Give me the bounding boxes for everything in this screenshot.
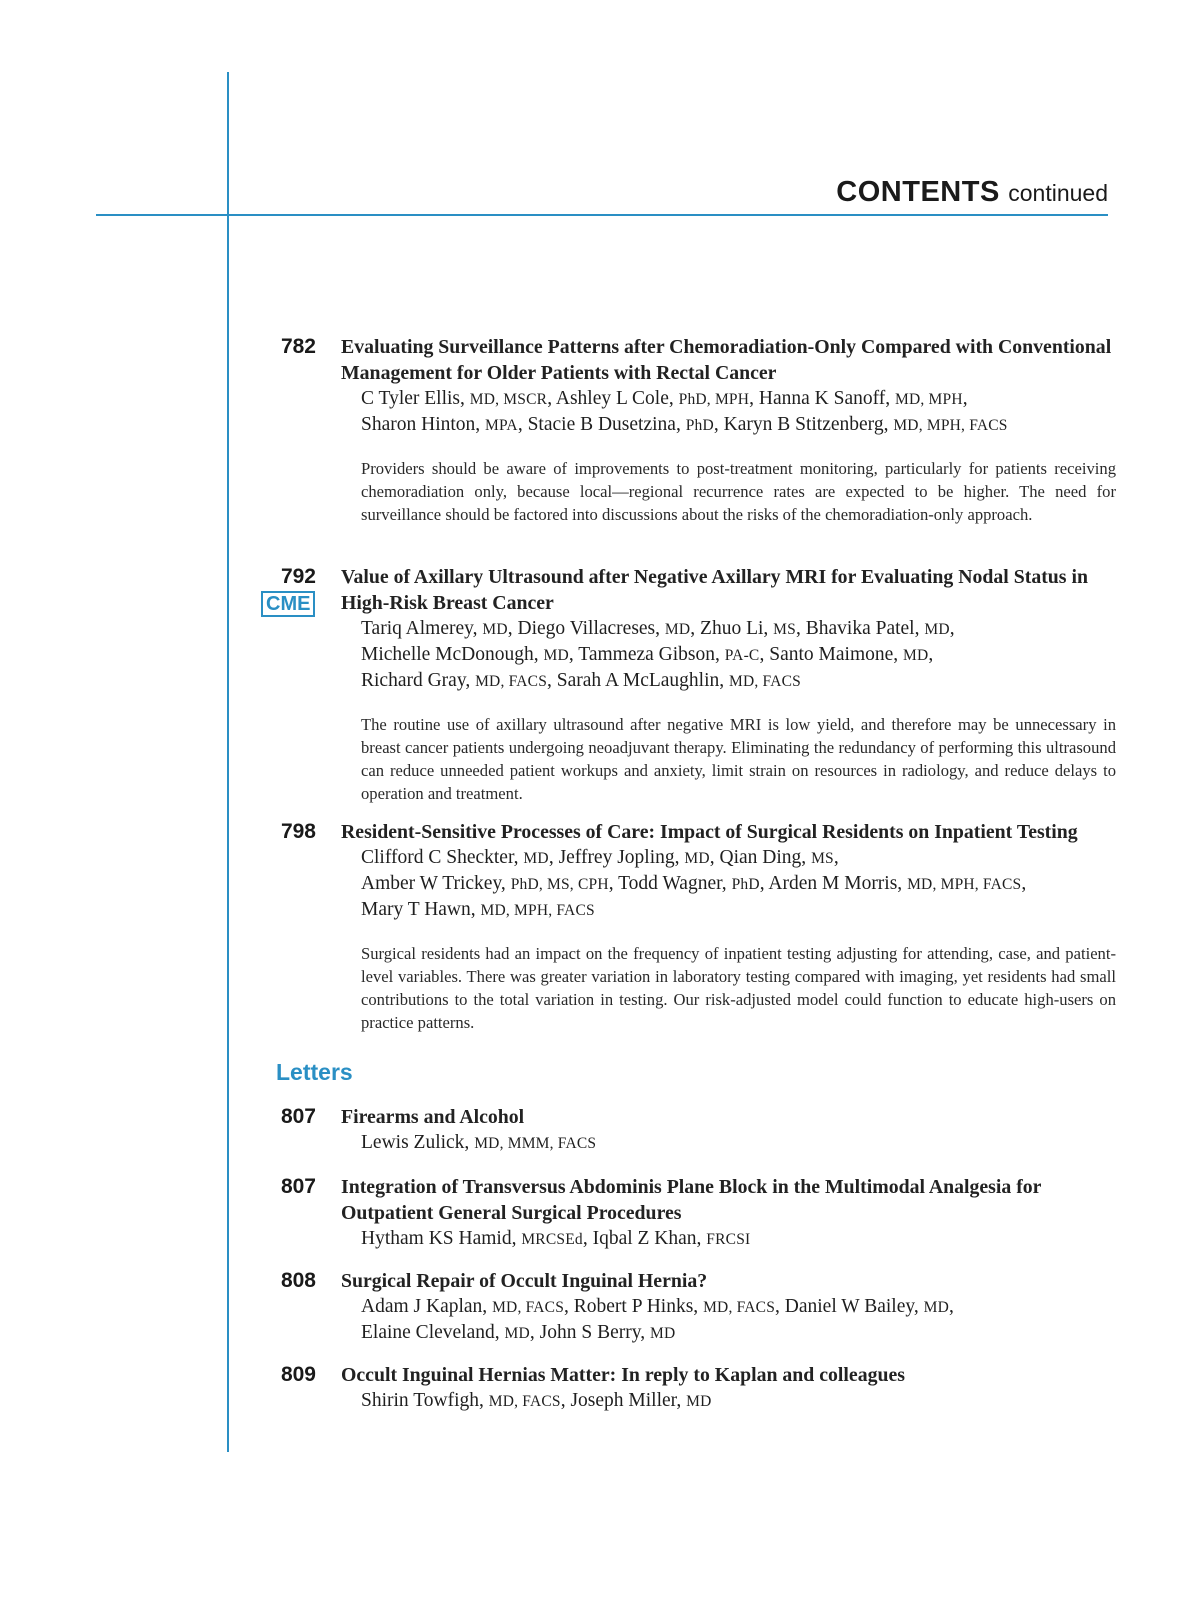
contents-list bbox=[266, 334, 1116, 1422]
author-line: Adam J Kaplan, MD, FACS, Robert P Hinks, MD, FACS, Daniel W Bailey, MD, bbox=[361, 1296, 954, 1317]
author-line: C Tyler Ellis, MD, MSCR, Ashley L Cole, PhD, MPH, Hanna K Sanoff, MD, MPH, bbox=[361, 388, 968, 409]
article-entry bbox=[276, 819, 1116, 1059]
letter-title[interactable]: Integration of Transversus Abdominis Plane Block in the Multimodal Analgesia for Outpatient General Surgical Procedures bbox=[341, 1176, 1042, 1224]
page-header bbox=[836, 176, 1108, 209]
article-authors bbox=[341, 386, 1116, 438]
vertical-rule bbox=[227, 72, 229, 1452]
letter-entry bbox=[276, 1362, 1116, 1422]
letter-authors bbox=[341, 1226, 1116, 1252]
horizontal-rule bbox=[96, 214, 1108, 216]
article-summary: The routine use of axillary ultrasound after negative MRI is low yield, and therefore may be unnecessary in breast cancer patients undergoing neoadjuvant therapy. Eliminating the redundancy of performing this ultrasound can reduce unneeded patient workups and anxiety, limit strain on resources in radiology, and reduce delays to operation and treatment. bbox=[361, 715, 1116, 803]
page-number: 807 bbox=[280, 1105, 316, 1128]
letter-title[interactable]: Surgical Repair of Occult Inguinal Hernia? bbox=[341, 1270, 708, 1292]
page-number: 792 bbox=[280, 565, 316, 588]
letter-entry bbox=[276, 1104, 1116, 1174]
author-line: Amber W Trickey, PhD, MS, CPH, Todd Wagner, PhD, Arden M Morris, MD, MPH, FACS, bbox=[361, 873, 1027, 894]
author-line: Shirin Towfigh, MD, FACS, Joseph Miller, MD bbox=[361, 1390, 712, 1411]
author-line: Richard Gray, MD, FACS, Sarah A McLaughlin, MD, FACS bbox=[361, 670, 801, 691]
article-entry bbox=[266, 564, 1116, 819]
letter-authors bbox=[341, 1294, 1116, 1346]
page-number: 809 bbox=[280, 1363, 316, 1386]
author-line: Clifford C Sheckter, MD, Jeffrey Jopling, MD, Qian Ding, MS, bbox=[361, 847, 839, 868]
article-authors bbox=[341, 616, 1116, 694]
cme-badge: CME bbox=[261, 591, 315, 617]
author-line: Sharon Hinton, MPA, Stacie B Dusetzina, PhD, Karyn B Stitzenberg, MD, MPH, FACS bbox=[361, 414, 1008, 435]
article-summary: Surgical residents had an impact on the frequency of inpatient testing adjusting for attending, case, and patient-level variables. There was greater variation in laboratory testing compared with imaging, yet residents had small contributions to the total variation in testing. Our risk-adjusted model could function to educate high-users on practice patterns. bbox=[361, 944, 1116, 1032]
letter-title[interactable]: Occult Inguinal Hernias Matter: In reply to Kaplan and colleagues bbox=[341, 1364, 905, 1386]
page-number: 808 bbox=[280, 1269, 316, 1292]
author-line: Tariq Almerey, MD, Diego Villacreses, MD, Zhuo Li, MS, Bhavika Patel, MD, bbox=[361, 618, 955, 639]
author-line: Michelle McDonough, MD, Tammeza Gibson, PA-C, Santo Maimone, MD, bbox=[361, 644, 934, 665]
page-number: 798 bbox=[280, 820, 316, 843]
article-authors bbox=[341, 845, 1116, 923]
article-summary: Providers should be aware of improvements to post-treatment monitoring, particularly for patients receiving chemoradiation only, because local—regional recurrence rates are expected to be higher. The need for surveillance should be factored into discussions about the risks of the chemoradiation-only approach. bbox=[361, 459, 1116, 524]
article-entry bbox=[276, 334, 1116, 564]
page-number: 807 bbox=[280, 1175, 316, 1198]
page-number: 782 bbox=[280, 335, 316, 358]
letter-entry bbox=[276, 1174, 1116, 1268]
article-title[interactable]: Value of Axillary Ultrasound after Negative Axillary MRI for Evaluating Nodal Status in High-Risk Breast Cancer bbox=[341, 566, 1088, 614]
letter-authors bbox=[341, 1130, 1116, 1156]
author-line: Hytham KS Hamid, MRCSEd, Iqbal Z Khan, FRCSI bbox=[361, 1228, 751, 1249]
letters-heading: Letters bbox=[276, 1059, 353, 1085]
header-title: CONTENTS bbox=[836, 176, 1000, 208]
author-line: Elaine Cleveland, MD, John S Berry, MD bbox=[361, 1322, 676, 1343]
letter-entry bbox=[276, 1268, 1116, 1362]
author-line: Lewis Zulick, MD, MMM, FACS bbox=[361, 1132, 597, 1153]
article-title[interactable]: Evaluating Surveillance Patterns after Chemoradiation-Only Compared with Conventional Management for Older Patients with Rectal Cancer bbox=[341, 336, 1112, 384]
header-subtitle: continued bbox=[1008, 180, 1108, 206]
letter-authors bbox=[341, 1388, 1116, 1414]
letter-title[interactable]: Firearms and Alcohol bbox=[341, 1106, 525, 1128]
article-title[interactable]: Resident-Sensitive Processes of Care: Impact of Surgical Residents on Inpatient Testing bbox=[341, 821, 1078, 843]
author-line: Mary T Hawn, MD, MPH, FACS bbox=[361, 899, 595, 920]
